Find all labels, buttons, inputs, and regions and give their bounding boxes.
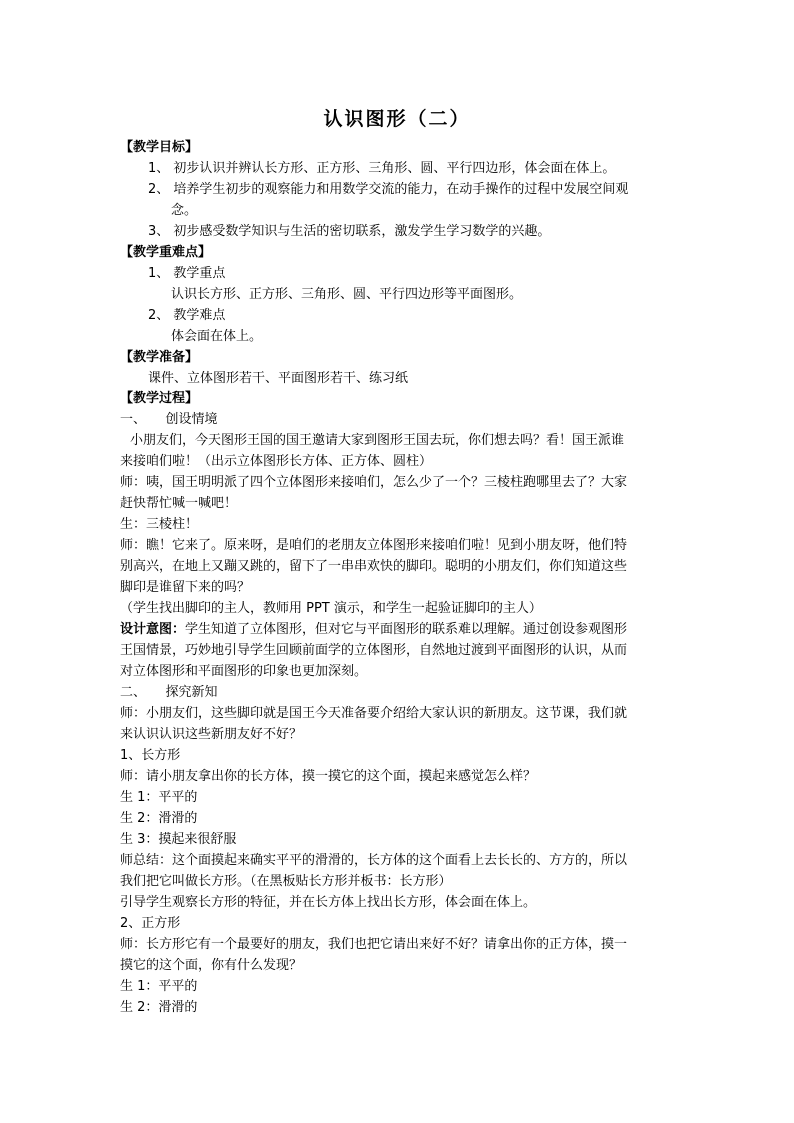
paragraph-line: 师：瞧！它来了。原来呀，是咱们的老朋友立体图形来接咱们啦！见到小朋友呀，他们特 (120, 538, 628, 553)
goal-item: 3、 初步感受数学知识与生活的密切联系，激发学生学习数学的兴趣。 (148, 224, 551, 239)
keypoint-item: 1、 教学重点 (148, 266, 226, 281)
paragraph-line: 来接咱们啦！（出示立体图形长方体、正方体、圆柱） (120, 454, 433, 469)
paragraph-line: 师总结：这个面摸起来确实平平的滑滑的，长方体的这个面看上去长长的、方方的，所以 (120, 853, 628, 868)
keypoint-item: 2、 教学难点 (148, 308, 226, 323)
section-heading-goals: 【教学目标】 (120, 140, 199, 155)
section-heading-keypoints: 【教学重难点】 (120, 245, 212, 260)
paragraph-line: 来认识认识这些新朋友好不好？ (120, 727, 303, 742)
paragraph-line: 摸它的这个面，你有什么发现？ (120, 958, 303, 973)
section-heading-prep: 【教学准备】 (120, 350, 199, 365)
subheading: 2、正方形 (120, 916, 181, 931)
paragraph-line: 生 1：平平的 (120, 979, 198, 994)
goal-item: 2、 培养学生初步的观察能力和用数学交流的能力，在动手操作的过程中发展空间观 (148, 182, 629, 197)
goal-item: 1、 初步认识并辨认长方形、正方形、三角形、圆、平行四边形，体会面在体上。 (148, 161, 616, 176)
paragraph-line: 小朋友们，今天图形王国的国王邀请大家到图形王国去玩，你们想去吗？看！国王派谁 (130, 433, 625, 448)
paragraph-line: 脚印是谁留下来的吗？ (120, 580, 251, 595)
paragraph-line: 别高兴，在地上又蹦又跳的，留下了一串串欢快的脚印。聪明的小朋友们，你们知道这些 (120, 559, 628, 574)
paragraph-line: 王国情景，巧妙地引导学生回顾前面学的立体图形，自然地过渡到平面图形的认识，从而 (120, 643, 628, 658)
section-heading-process: 【教学过程】 (120, 391, 199, 406)
design-intent-line (120, 620, 627, 640)
page-title: 认识图形（二） (323, 108, 471, 130)
design-intent-text: 学生知道了立体图形，但对它与平面图形的联系难以理解。通过创设参观图形 (185, 622, 628, 637)
paragraph-line: 生 1：平平的 (120, 790, 198, 805)
paragraph-line: 赶快帮忙喊一喊吧！ (120, 496, 238, 511)
paragraph-line: 师：咦，国王明明派了四个立体图形来接咱们，怎么少了一个？三棱柱跑哪里去了？大家 (120, 475, 628, 490)
paragraph-line: 引导学生观察长方形的特征，并在长方体上找出长方形，体会面在体上。 (120, 895, 537, 910)
paragraph-line: 生 2：滑滑的 (120, 811, 198, 826)
paragraph-line: 我们把它叫做长方形。（在黑板贴长方形并板书：长方形） (120, 874, 452, 889)
design-intent-label: 设计意图： (120, 622, 186, 637)
prep-text: 课件、立体图形若干、平面图形若干、练习纸 (148, 371, 409, 386)
step-heading: 二、 探究新知 (120, 685, 218, 700)
step-heading: 一、 创设情境 (120, 412, 218, 427)
keypoint-detail: 认识长方形、正方形、三角形、圆、平行四边形等平面图形。 (171, 287, 523, 302)
paragraph-line: 师：请小朋友拿出你的长方体，摸一摸它的这个面，摸起来感觉怎么样？ (120, 769, 537, 784)
keypoint-detail: 体会面在体上。 (171, 329, 263, 344)
subheading: 1、长方形 (120, 748, 181, 763)
paragraph-line: 对立体图形和平面图形的印象也更加深刻。 (120, 664, 368, 679)
paragraph-line: （学生找出脚印的主人，教师用 PPT 演示，和学生一起验证脚印的主人） (120, 601, 542, 616)
goal-item-continued: 念。 (171, 203, 198, 218)
paragraph-line: 师：长方形它有一个最要好的朋友，我们也把它请出来好不好？请拿出你的正方体，摸一 (120, 937, 628, 952)
paragraph-line: 生 3：摸起来很舒服 (120, 832, 237, 847)
paragraph-line: 生 2：滑滑的 (120, 1000, 198, 1015)
paragraph-line: 生：三棱柱！ (120, 517, 199, 532)
paragraph-line: 师：小朋友们，这些脚印就是国王今天准备要介绍给大家认识的新朋友。这节课，我们就 (120, 706, 628, 721)
